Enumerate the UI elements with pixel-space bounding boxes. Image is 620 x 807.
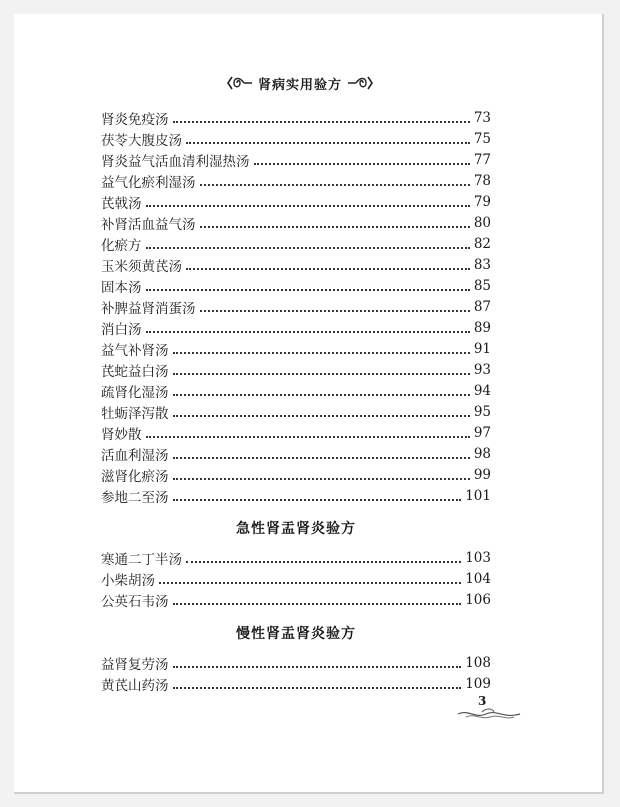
entry-name: 益气补肾汤 xyxy=(101,343,169,359)
toc-entry[interactable] xyxy=(101,255,491,275)
toc-entry[interactable] xyxy=(101,569,491,589)
toc-entry[interactable] xyxy=(101,465,491,485)
dot-leader xyxy=(146,435,470,438)
entry-name: 寒通二丁半汤 xyxy=(101,552,182,568)
dot-leader xyxy=(146,246,470,249)
entry-page: 109 xyxy=(465,676,491,692)
dot-leader xyxy=(146,288,470,291)
toc-entry[interactable] xyxy=(101,402,491,422)
dot-leader xyxy=(186,560,461,563)
dot-leader xyxy=(254,162,470,165)
toc-entry[interactable] xyxy=(101,213,491,233)
entry-name: 活血利湿汤 xyxy=(101,448,169,464)
toc-entry[interactable] xyxy=(101,192,491,212)
entry-name: 补肾活血益气汤 xyxy=(101,217,196,233)
dot-leader xyxy=(173,414,470,417)
entry-page: 79 xyxy=(473,194,491,210)
section-title-acute: 急性肾盂肾炎验方 xyxy=(236,521,356,537)
running-header xyxy=(220,68,380,98)
header-title: 肾病实用验方 xyxy=(257,77,342,93)
toc-entry[interactable] xyxy=(101,674,491,694)
dot-leader xyxy=(173,351,470,354)
entry-page: 80 xyxy=(473,215,491,231)
toc-entry[interactable] xyxy=(101,150,491,170)
toc-entry[interactable] xyxy=(101,339,491,359)
dot-leader xyxy=(146,204,470,207)
toc-entry[interactable] xyxy=(101,444,491,464)
dot-leader xyxy=(173,686,462,689)
toc-entry[interactable] xyxy=(101,297,491,317)
section-title-chronic: 慢性肾盂肾炎验方 xyxy=(236,626,356,642)
entry-page: 89 xyxy=(473,320,491,336)
dot-leader xyxy=(173,665,462,668)
toc-entry[interactable] xyxy=(101,318,491,338)
toc-entry[interactable] xyxy=(101,548,491,568)
toc-entry[interactable] xyxy=(101,276,491,296)
entry-page: 95 xyxy=(473,404,491,420)
entry-name: 芪戟汤 xyxy=(101,196,142,212)
entry-name: 小柴胡汤 xyxy=(101,573,155,589)
dot-leader xyxy=(173,602,462,605)
dot-leader xyxy=(173,456,470,459)
toc-entry[interactable] xyxy=(101,486,491,506)
entry-name: 化瘀方 xyxy=(101,238,142,254)
entry-name: 牡蛎泽泻散 xyxy=(101,406,169,422)
entry-page: 94 xyxy=(473,383,491,399)
dot-leader xyxy=(200,309,470,312)
entry-name: 补脾益肾消蛋汤 xyxy=(101,301,196,317)
entry-name: 肾炎免疫汤 xyxy=(101,112,169,128)
entry-page: 83 xyxy=(473,257,491,273)
page-number: 3 xyxy=(478,694,487,708)
entry-page: 75 xyxy=(473,131,491,147)
dot-leader xyxy=(173,498,462,501)
entry-name: 肾妙散 xyxy=(101,427,142,443)
dot-leader xyxy=(186,267,470,270)
entry-name: 滋肾化瘀汤 xyxy=(101,469,169,485)
entry-page: 106 xyxy=(465,592,491,608)
dot-leader xyxy=(200,225,470,228)
entry-name: 参地二至汤 xyxy=(101,490,169,506)
toc-entry[interactable] xyxy=(101,234,491,254)
toc-entry[interactable] xyxy=(101,129,491,149)
entry-page: 101 xyxy=(465,488,491,504)
entry-page: 99 xyxy=(473,467,491,483)
entry-page: 97 xyxy=(473,425,491,441)
dot-leader xyxy=(173,477,470,480)
entry-name: 玉米须黄芪汤 xyxy=(101,259,182,275)
dot-leader xyxy=(159,581,461,584)
entry-page: 104 xyxy=(465,571,491,587)
entry-name: 消白汤 xyxy=(101,322,142,338)
toc-entry[interactable] xyxy=(101,423,491,443)
dot-leader xyxy=(173,393,470,396)
dot-leader xyxy=(186,141,470,144)
entry-name: 茯苓大腹皮汤 xyxy=(101,133,182,149)
entry-name: 肾炎益气活血清利湿热汤 xyxy=(101,154,250,170)
toc-entry[interactable] xyxy=(101,653,491,673)
entry-page: 85 xyxy=(473,278,491,294)
left-ornament-icon xyxy=(226,73,254,93)
entry-name: 疏肾化湿汤 xyxy=(101,385,169,401)
entry-page: 91 xyxy=(473,341,491,357)
footer-cloud-ornament-icon xyxy=(456,706,522,722)
entry-page: 93 xyxy=(473,362,491,378)
entry-page: 103 xyxy=(465,550,491,566)
entry-page: 108 xyxy=(465,655,491,671)
entry-page: 78 xyxy=(473,173,491,189)
entry-name: 芪蛇益白汤 xyxy=(101,364,169,380)
entry-page: 77 xyxy=(473,152,491,168)
entry-page: 82 xyxy=(473,236,491,252)
entry-page: 87 xyxy=(473,299,491,315)
entry-name: 益肾复劳汤 xyxy=(101,657,169,673)
right-ornament-icon xyxy=(346,73,374,93)
entry-name: 益气化瘀利湿汤 xyxy=(101,175,196,191)
toc-entry[interactable] xyxy=(101,590,491,610)
dot-leader xyxy=(173,372,470,375)
entry-page: 73 xyxy=(473,110,491,126)
dot-leader xyxy=(173,120,470,123)
dot-leader xyxy=(146,330,470,333)
toc-entry[interactable] xyxy=(101,171,491,191)
entry-name: 公英石韦汤 xyxy=(101,594,169,610)
entry-page: 98 xyxy=(473,446,491,462)
dot-leader xyxy=(200,183,470,186)
toc-entry[interactable] xyxy=(101,108,491,128)
entry-name: 黄芪山药汤 xyxy=(101,678,169,694)
entry-name: 固本汤 xyxy=(101,280,142,296)
toc-entry[interactable] xyxy=(101,360,491,380)
toc-entry[interactable] xyxy=(101,381,491,401)
